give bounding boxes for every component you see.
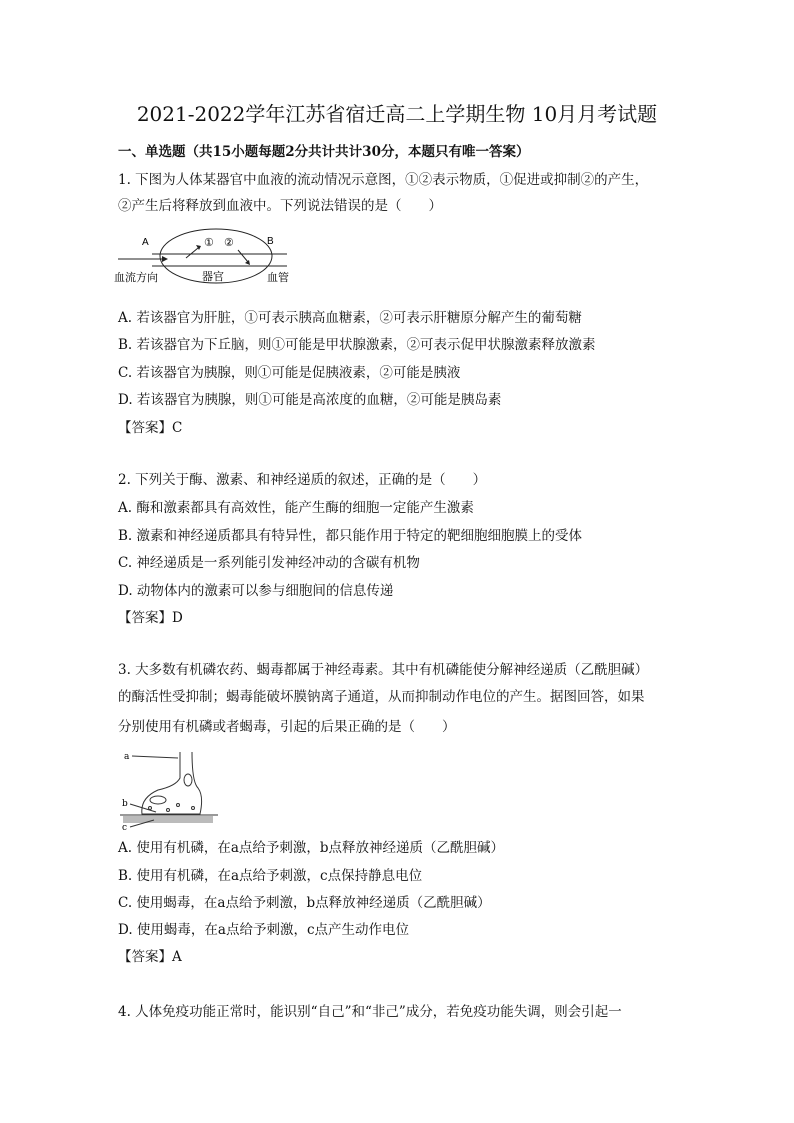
label-a: A [142,237,149,248]
label-a: a [124,752,130,762]
q2-option-b: B. 激素和神经递质都具有特异性，都只能作用于特定的靶细胞细胞膜上的受体 [118,528,583,544]
q3-stem-3: 分别使用有机磷或者蝎毒，引起的后果正确的是（ ） [118,719,456,735]
blood-flow-diagram [112,226,302,288]
q1-stem-1: 1. 下图为人体某器官中血液的流动情况示意图，①②表示物质，①促进或抑制②的产生， [118,172,649,188]
q2-option-d: D. 动物体内的激素可以参与细胞间的信息传递 [118,583,394,599]
organ-label: 器官 [202,270,224,283]
vessel-label: 血管 [267,271,289,284]
q1-answer: 【答案】C [118,420,183,436]
q1-stem-2: ②产生后将释放到血液中。下列说法错误的是（ ） [118,198,442,214]
label-b: B [267,236,274,247]
q2-option-c: C. 神经递质是一系列能引发神经冲动的含碳有机物 [118,555,420,571]
q3-stem-2: 的酶活性受抑制；蝎毒能破坏膜钠离子通道，从而抑制动作电位的产生。据图回答，如果 [118,689,645,705]
flow-label: 血流方向 [114,271,158,284]
mark-2: ② [224,236,234,249]
q1-option-c: C. 若该器官为胰腺，则①可能是促胰液素，②可能是胰液 [118,365,461,381]
q3-option-b: B. 使用有机磷，在a点给予刺激，c点保持静息电位 [118,868,423,884]
q1-option-a: A. 若该器官为肝脏，①可表示胰高血糖素，②可表示肝糖原分解产生的葡萄糖 [118,310,582,326]
label-c: c [122,823,128,833]
q2-option-a: A. 酶和激素都具有高效性，能产生酶的细胞一定能产生激素 [118,500,474,516]
q4-stem: 4. 人体免疫功能正常时，能识别“自己”和“非己”成分，若免疫功能失调，则会引起一 [118,1004,622,1020]
q3-stem-1: 3. 大多数有机磷农药、蝎毒都属于神经毒素。其中有机磷能使分解神经递质（乙酰胆碱） [118,662,649,678]
q3-option-d: D. 使用蝎毒，在a点给予刺激，c点产生动作电位 [118,922,410,938]
page-title: 2021-2022学年江苏省宿迁高二上学期生物 10月月考试题 [136,102,658,126]
q1-option-b: B. 若该器官为下丘脑，则①可能是甲状腺激素，②可表示促甲状腺激素释放激素 [118,337,596,353]
label-b: b [122,799,128,809]
q3-option-a: A. 使用有机磷，在a点给予刺激，b点释放神经递质（乙酰胆碱） [118,840,505,856]
synapse-diagram [118,748,228,833]
q3-answer: 【答案】A [118,949,182,965]
section-heading: 一、单选题（共15小题每题2分共计共计30分，本题只有唯一答案） [118,144,530,160]
q3-option-c: C. 使用蝎毒，在a点给予刺激，b点释放神经递质（乙酰胆碱） [118,895,491,911]
q2-answer: 【答案】D [118,610,183,626]
q1-option-d: D. 若该器官为胰腺，则①可能是高浓度的血糖，②可能是胰岛素 [118,392,502,408]
mark-1: ① [204,236,214,249]
q2-stem: 2. 下列关于酶、激素、和神经递质的叙述，正确的是（ ） [118,472,487,488]
